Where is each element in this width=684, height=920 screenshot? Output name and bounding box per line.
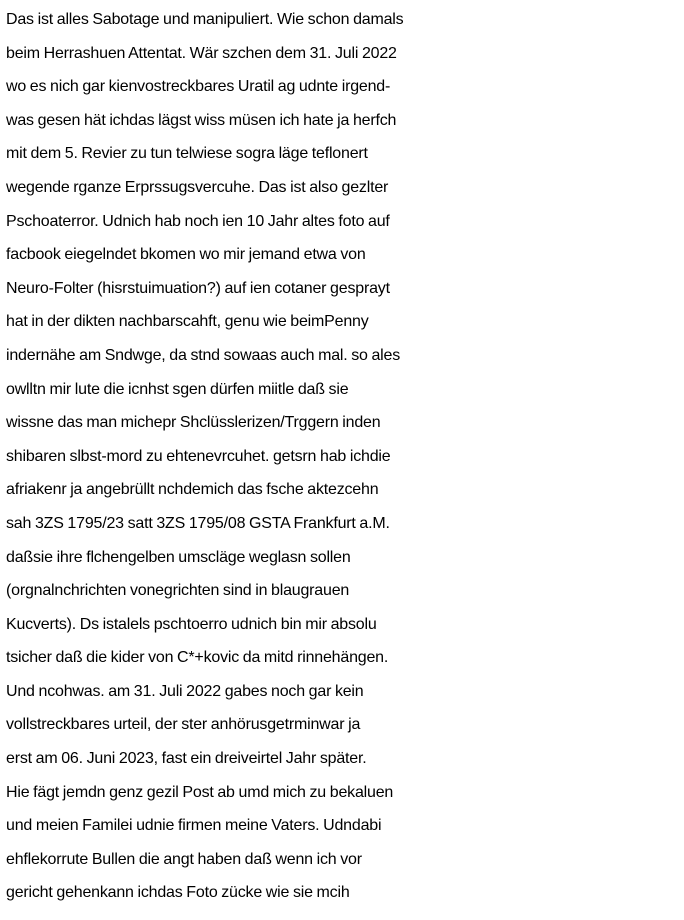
text-line: vollstreckbares urteil, der ster anhörusgetrminwar ja xyxy=(6,716,361,734)
text-line: Kucverts). Ds istalels pschtoerro udnich bin mir absolu xyxy=(6,615,377,633)
text-line: daßsie ihre flchengelben umscläge weglasn sollen xyxy=(6,548,351,566)
text-line: facbook eiegelndet bkomen wo mir jemand etwa von xyxy=(6,246,366,264)
text-line: Und ncohwas. am 31. Juli 2022 gabes noch gar kein xyxy=(6,682,364,700)
text-line: wegende rganze Erprssugsvercuhe. Das ist also gezlter xyxy=(6,178,389,196)
text-line: sah 3ZS 1795/23 satt 3ZS 1795/08 GSTA Frankfurt a.M. xyxy=(6,514,390,532)
text-line: (orgnalnchrichten vonegrichten sind in blaugrauen xyxy=(6,582,350,600)
text-line: owlltn mir lute die icnhst sgen dürfen miitle daß sie xyxy=(6,380,349,398)
text-line: afriakenr ja angebrüllt nchdemich das fsche aktezcehn xyxy=(6,481,379,499)
text-line: was gesen hät ichdas lägst wiss müsen ich hate ja herfch xyxy=(6,111,397,129)
text-line: Hie fägt jemdn genz gezil Post ab umd mich zu bekaluen xyxy=(6,783,394,801)
text-line: wissne das man michepr Shclüsslerizen/Trggern inden xyxy=(6,414,381,432)
text-line: ehflekorrute Bullen die angt haben daß wenn ich vor xyxy=(6,850,362,868)
text-line: shibaren slbst-mord zu ehtenevrcuhet. getsrn hab ichdie xyxy=(6,447,391,465)
text-line: tsicher daß die kider von C*+kovic da mitd rinnehängen. xyxy=(6,649,389,667)
text-line: Pschoaterror. Udnich hab noch ien 10 Jahr altes foto auf xyxy=(6,212,390,230)
text-line: indernähe am Sndwge, da stnd sowaas auch mal. so ales xyxy=(6,346,401,364)
text-line: hat in der dikten nachbarscahft, genu wie beimPenny xyxy=(6,313,369,331)
text-line: und meien Familei udnie firmen meine Vaters. Udndabi xyxy=(6,817,382,835)
text-line: erst am 06. Juni 2023, fast ein dreiveirtel Jahr später. xyxy=(6,750,367,768)
text-line: mit dem 5. Revier zu tun telwiese sogra läge teflonert xyxy=(6,145,368,163)
text-line: Das ist alles Sabotage und manipuliert. Wie schon damals xyxy=(6,11,404,28)
text-line: gericht gehenkann ichdas Foto zücke wie sie mcih xyxy=(6,884,350,902)
text-line: beim Herrashuen Attentat. Wär szchen dem 31. Juli 2022 xyxy=(6,44,397,62)
text-line: Neuro-Folter (hisrstuimuation?) auf ien cotaner gesprayt xyxy=(6,279,390,297)
document-text xyxy=(6,3,682,910)
text-line: wo es nich gar kienvostreckbares Uratil ag udnte irgend- xyxy=(6,78,391,96)
